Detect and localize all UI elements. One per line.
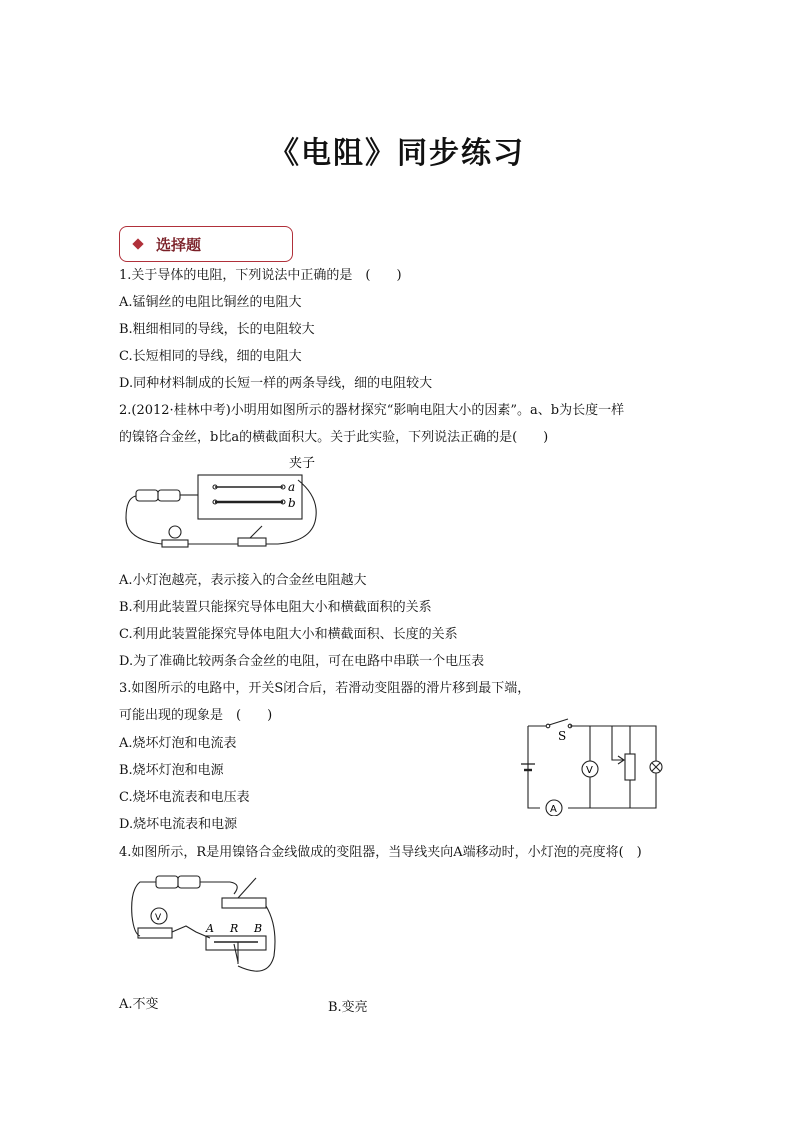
end-b-label: B bbox=[254, 922, 263, 935]
rheostat-icon bbox=[625, 754, 635, 780]
voltmeter-label: V bbox=[586, 765, 593, 776]
q3-option-b: B.烧坏灯泡和电源 bbox=[119, 763, 224, 778]
q4-stem: 4.如图所示，R是用镍铬合金线做成的变阻器，当导线夹向A端移动时，小灯泡的亮度将( ) bbox=[119, 845, 642, 860]
clip-label: 夹子 bbox=[289, 456, 316, 471]
q1-option-d: D.同种材料制成的长短一样的两条导线，细的电阻较大 bbox=[119, 376, 433, 391]
resistance-board bbox=[198, 475, 302, 519]
battery-cell-icon bbox=[136, 490, 158, 501]
wire-b-label: b bbox=[288, 496, 296, 510]
q4-option-a: A.不变 bbox=[119, 997, 159, 1012]
bulb-icon bbox=[169, 526, 181, 538]
switch-icon bbox=[222, 898, 266, 908]
q2-option-c: C.利用此装置能探究导体电阻大小和横截面积、长度的关系 bbox=[119, 627, 458, 642]
q4-circuit-figure bbox=[126, 866, 281, 986]
q3-stem-line2: 可能出现的现象是 ( ) bbox=[119, 708, 273, 723]
q3-circuit-svg bbox=[518, 716, 663, 816]
q2-stem-line1: 2.(2012·桂林中考)小明用如图所示的器材探究“影响电阻大小的因素”。a、b为长度一样 bbox=[119, 403, 625, 418]
page-title: 《电阻》同步练习 bbox=[269, 136, 525, 171]
section-label: 选择题 bbox=[156, 236, 202, 254]
rheostat-board bbox=[206, 936, 266, 950]
diamond-icon bbox=[132, 238, 143, 249]
q2-stem-line2: 的镍铬合金丝，b比a的横截面积大。关于此实验，下列说法正确的是( ) bbox=[119, 430, 549, 445]
q1-option-c: C.长短相同的导线，细的电阻大 bbox=[119, 349, 302, 364]
q2-circuit-svg bbox=[118, 456, 323, 556]
q2-circuit-figure bbox=[118, 456, 323, 556]
q1-stem: 1.关于导体的电阻，下列说法中正确的是 ( ) bbox=[119, 268, 402, 283]
wire-a-label: a bbox=[288, 480, 296, 494]
switch-label: S bbox=[558, 729, 567, 743]
ammeter-label: A bbox=[550, 804, 557, 815]
lamp-v-label: V bbox=[155, 913, 162, 923]
switch-icon bbox=[238, 538, 266, 546]
q1-option-a: A.锰铜丝的电阻比铜丝的电阻大 bbox=[119, 295, 302, 310]
rheostat-r-label: R bbox=[230, 922, 239, 935]
q3-stem-line1: 3.如图所示的电路中，开关S闭合后，若滑动变阻器的滑片移到最下端， bbox=[119, 681, 531, 696]
q3-option-d: D.烧坏电流表和电源 bbox=[119, 817, 238, 832]
q3-option-a: A.烧坏灯泡和电流表 bbox=[119, 736, 237, 751]
section-header-box bbox=[119, 226, 293, 262]
q4-option-b: B.变亮 bbox=[328, 1000, 368, 1015]
q4-circuit-svg bbox=[126, 866, 281, 986]
q2-option-b: B.利用此装置只能探究导体电阻大小和横截面积的关系 bbox=[119, 600, 432, 615]
battery-cell-icon bbox=[156, 876, 178, 888]
lamp-base-icon bbox=[162, 540, 188, 547]
lamp-base-icon bbox=[138, 928, 172, 938]
q2-option-a: A.小灯泡越亮，表示接入的合金丝电阻越大 bbox=[119, 573, 367, 588]
q3-circuit-figure bbox=[518, 716, 663, 816]
q1-option-b: B.粗细相同的导线，长的电阻较大 bbox=[119, 322, 315, 337]
q2-option-d: D.为了准确比较两条合金丝的电阻，可在电路中串联一个电压表 bbox=[119, 654, 485, 669]
q3-option-c: C.烧坏电流表和电压表 bbox=[119, 790, 250, 805]
switch-icon bbox=[549, 719, 568, 725]
end-a-label: A bbox=[206, 922, 214, 935]
